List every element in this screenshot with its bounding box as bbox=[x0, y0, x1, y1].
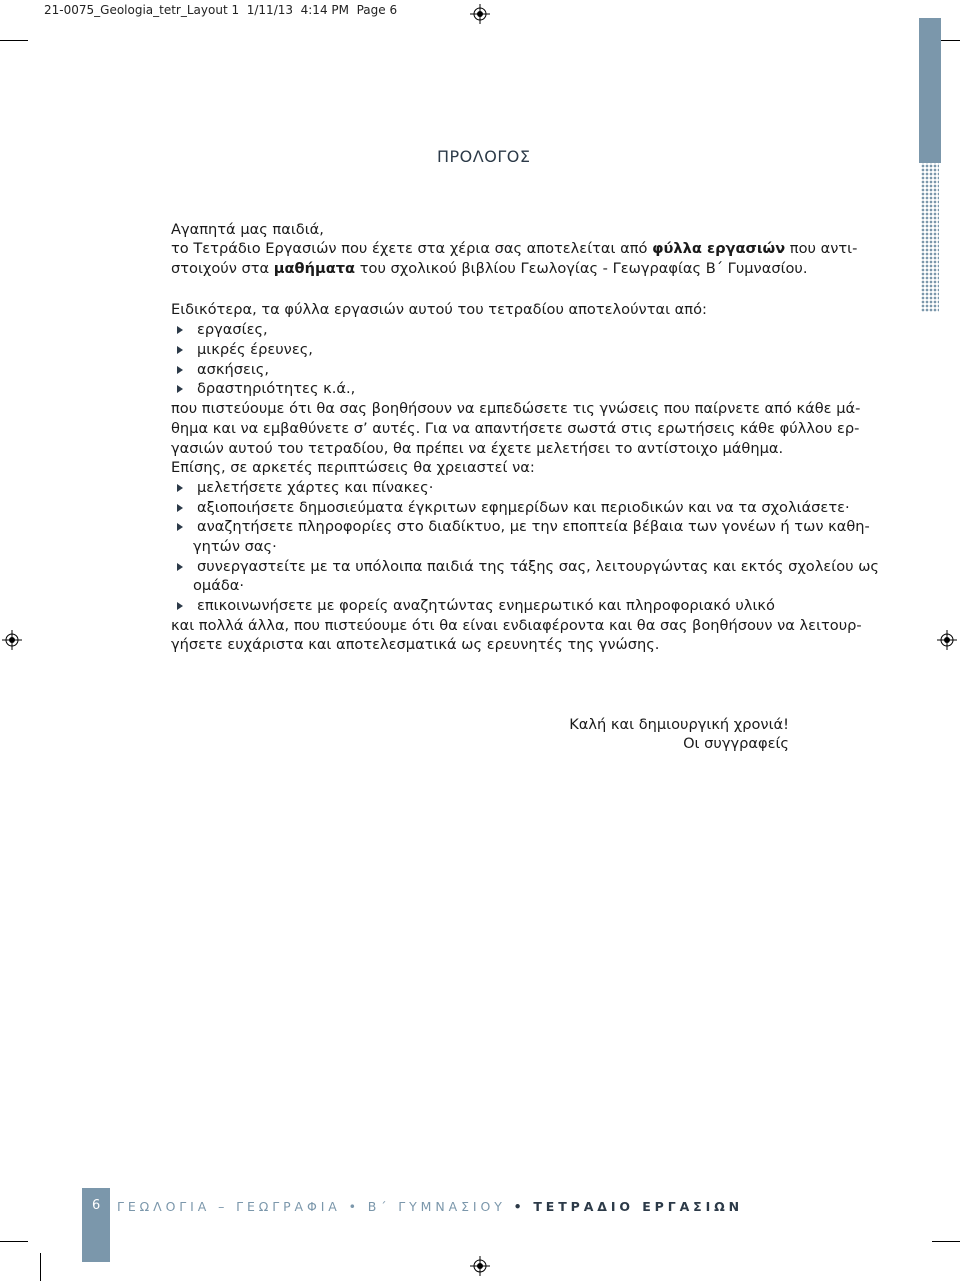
list-item-text: αναζητήσετε πληροφορίες στο διαδίκτυο, με την εποπτεία βέβαια των γονέων ή των καθη- bbox=[197, 518, 870, 535]
intro-line bbox=[171, 260, 808, 277]
list-item bbox=[171, 341, 313, 358]
intro-line bbox=[171, 240, 857, 257]
footer-subject: ΓΕΩΛΟΓΙΑ – ΓΕΩΓΡΑΦΙΑ bbox=[117, 1199, 341, 1214]
footer-separator: • bbox=[348, 1199, 360, 1214]
footer-title bbox=[117, 1199, 743, 1214]
section-lead: Ειδικότερα, τα φύλλα εργασιών αυτού του τετραδίου αποτελούνται από: bbox=[171, 301, 707, 318]
bullet-arrow-icon bbox=[177, 484, 183, 492]
closing-authors: Οι συγγραφείς bbox=[683, 735, 789, 752]
list-item bbox=[171, 499, 850, 516]
bold-term: μαθήματα bbox=[273, 260, 356, 277]
paragraph-line: γασιών αυτού του τετραδίου, θα πρέπει να έχετε μελετήσει το αντίστοιχο μάθημα. bbox=[171, 440, 784, 457]
list-item bbox=[171, 380, 355, 397]
greeting: Αγαπητά μας παιδιά, bbox=[171, 221, 324, 238]
crop-mark bbox=[0, 40, 28, 41]
bold-term: φύλλα εργασιών bbox=[652, 240, 786, 257]
list-item bbox=[171, 361, 269, 378]
registration-mark-icon bbox=[470, 4, 490, 24]
paragraph-line: Επίσης, σε αρκετές περιπτώσεις θα χρειαστεί να: bbox=[171, 459, 535, 476]
footer-grade: Β΄ ΓΥΜΝΑΣΙΟΥ bbox=[367, 1199, 506, 1214]
crop-mark bbox=[40, 1253, 41, 1281]
bullet-arrow-icon bbox=[177, 385, 183, 393]
bullet-arrow-icon bbox=[177, 563, 183, 571]
list-item bbox=[171, 321, 268, 338]
list-item-text: εργασίες, bbox=[197, 321, 268, 338]
list-item-text: αξιοποιήσετε δημοσιεύματα έγκριτων εφημερίδων και περιοδικών και να τα σχολιάσετε· bbox=[197, 499, 850, 516]
list-item-text: μικρές έρευνες, bbox=[197, 341, 313, 358]
text-run: το Τετράδιο Εργασιών που έχετε στα χέρια σας αποτελείται από bbox=[171, 240, 653, 257]
bullet-arrow-icon bbox=[177, 326, 183, 334]
dotted-decoration bbox=[921, 160, 939, 312]
footer-book: ΤΕΤΡΑΔΙΟ ΕΡΓΑΣΙΩΝ bbox=[533, 1199, 744, 1214]
bullet-arrow-icon bbox=[177, 602, 183, 610]
text-run: του σχολικού βιβλίου Γεωλογίας - Γεωγραφίας Β΄ Γυμνασίου. bbox=[355, 260, 808, 277]
page-number: 6 bbox=[92, 1198, 101, 1213]
registration-mark-icon bbox=[2, 630, 22, 650]
bullet-arrow-icon bbox=[177, 346, 183, 354]
list-item-text: μελετήσετε χάρτες και πίνακες· bbox=[197, 479, 434, 496]
bullet-arrow-icon bbox=[177, 504, 183, 512]
bullet-arrow-icon bbox=[177, 523, 183, 531]
list-item-text: δραστηριότητες κ.ά., bbox=[197, 380, 356, 397]
list-item-continuation: ομάδα· bbox=[193, 577, 245, 594]
print-slug: 21-0075_Geologia_tetr_Layout 1 1/11/13 4:14 PM Page 6 bbox=[44, 3, 398, 17]
paragraph-line: θημα και να εμβαθύνετε σ’ αυτές. Για να απαντήσετε σωστά στις ερωτήσεις κάθε φύλλου ερ- bbox=[171, 420, 860, 437]
list-item-continuation: γητών σας· bbox=[193, 538, 277, 555]
registration-mark-icon bbox=[937, 630, 957, 650]
list-item bbox=[171, 479, 433, 496]
list-item-text: επικοινωνήσετε με φορείς αναζητώντας ενημερωτικό και πληροφοριακό υλικό bbox=[197, 597, 775, 614]
crop-mark bbox=[932, 1241, 960, 1242]
list-item-text: συνεργαστείτε με τα υπόλοιπα παιδιά της τάξης σας, λειτουργώντας και εκτός σχολείου ως bbox=[197, 558, 879, 575]
bullet-arrow-icon bbox=[177, 366, 183, 374]
list-item bbox=[171, 518, 870, 535]
list-item bbox=[171, 597, 775, 614]
paragraph-line: που πιστεύουμε ότι θα σας βοηθήσουν να εμπεδώσετε τις γνώσεις που παίρνετε από κάθε μά- bbox=[171, 400, 861, 417]
list-item-text: ασκήσεις, bbox=[197, 361, 269, 378]
registration-mark-icon bbox=[470, 1256, 490, 1276]
paragraph-line: και πολλά άλλα, που πιστεύουμε ότι θα είναι ενδιαφέροντα και θα σας βοηθήσουν να λειτουρ- bbox=[171, 617, 862, 634]
side-tab-decoration bbox=[919, 18, 941, 163]
paragraph-line: γήσετε ευχάριστα και αποτελεσματικά ως ερευνητές της γνώσης. bbox=[171, 636, 660, 653]
text-run: που αντι- bbox=[785, 240, 858, 257]
list-item bbox=[171, 558, 879, 575]
page-title: ΠΡΟΛΟΓΟΣ bbox=[437, 147, 531, 166]
closing-wish: Καλή και δημιουργική χρονιά! bbox=[569, 716, 789, 733]
crop-mark bbox=[0, 1241, 28, 1242]
footer-separator: • bbox=[513, 1199, 526, 1214]
text-run: στοιχούν στα bbox=[171, 260, 274, 277]
